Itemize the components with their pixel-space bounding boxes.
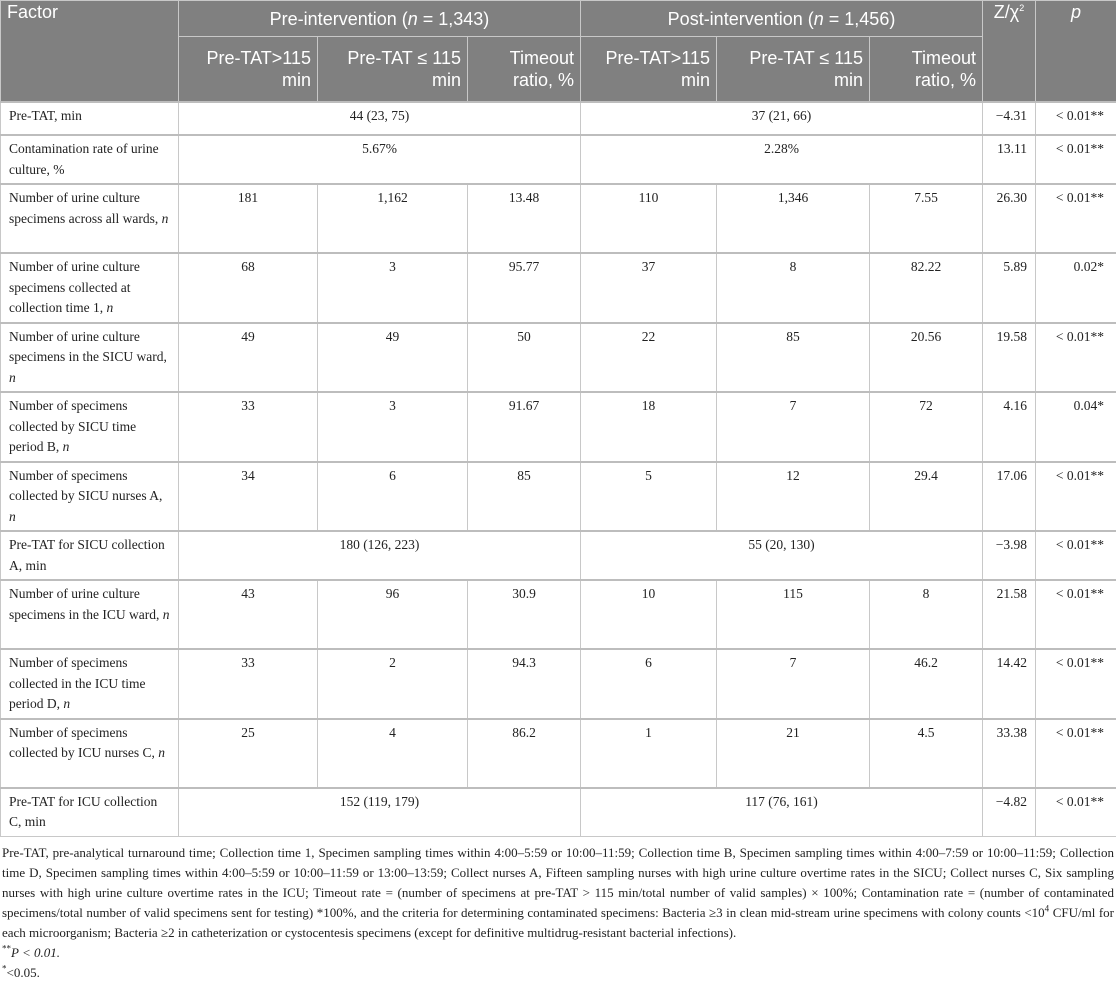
post-ratio-cell: 4.5 [870,719,983,788]
post-under-cell: 1,346 [717,184,870,253]
table-row [1,719,1116,788]
pre-intervention-header: Pre-intervention (n = 1,343) [179,1,581,37]
post-over-cell: 1 [581,719,717,788]
table-row [1,462,1116,532]
p-cell: 0.02* [1036,253,1116,323]
post-over-cell: 5 [581,462,717,532]
factor-cell: Number of specimens collected by ICU nurses C, n [1,719,179,788]
pre-over-cell: 43 [179,580,318,649]
table-row [1,531,1116,580]
post-over-cell: 10 [581,580,717,649]
p-cell: < 0.01** [1036,184,1116,253]
p-cell: < 0.01** [1036,719,1116,788]
table-row [1,253,1116,323]
pre-ratio-cell: 85 [468,462,581,532]
pre-ratio-cell: 91.67 [468,392,581,462]
pre-under-cell: 6 [318,462,468,532]
pre-merged-cell: 180 (126, 223) [179,531,581,580]
post-intervention-header: Post-intervention (n = 1,456) [581,1,983,37]
pre-ratio-cell: 86.2 [468,719,581,788]
table-row [1,788,1116,837]
z-cell: 14.42 [983,649,1036,719]
pre-under-cell: 96 [318,580,468,649]
table-row [1,392,1116,462]
factor-cell: Pre-TAT, min [1,102,179,135]
footnote-significance-1: **P < 0.01. [2,943,1114,963]
post-under-cell: 12 [717,462,870,532]
p-cell: < 0.01** [1036,649,1116,719]
post-under-cell: 115 [717,580,870,649]
post-over-cell: 18 [581,392,717,462]
p-cell: < 0.01** [1036,531,1116,580]
p-cell: < 0.01** [1036,135,1116,184]
factor-cell: Contamination rate of urine culture, % [1,135,179,184]
post-over-cell: 6 [581,649,717,719]
factor-cell: Number of specimens collected by SICU time period B, n [1,392,179,462]
pre-under-cell: 4 [318,719,468,788]
factor-cell: Number of urine culture specimens in the ICU ward, n [1,580,179,649]
pre-ratio-cell: 50 [468,323,581,393]
factor-cell: Number of urine culture specimens collected at collection time 1, n [1,253,179,323]
p-cell: < 0.01** [1036,462,1116,532]
footnote-main: Pre-TAT, pre-analytical turnaround time; Collection time 1, Specimen sampling times within 4:00–5:59 or 10:00–11:59; Collection time B, Specimen sampling times within 4:00–7:59 or 10:00–11:59; Collection time D, Specimen sampling times within 4:00–5:59 or 10:00–11:59 or 13:00–13:59; Collect nurses A, Fifteen sampling nurses with high urine culture overtime rates in the SICU; Collect nurses C, Six sampling nurses with high urine culture overtime rates in the ICU; Timeout rate = (number of specimens at pre-TAT > 115 min/total number of valid samples) × 100%; Contamination rate = (number of contaminated specimens/total number of valid specimens sent for testing) *100%, and the criteria for determining contaminated specimens: Bacteria ≥3 in clean mid-stream urine specimens with colony counts $<10^4$ CFU/ml for each microorganism; Bacteria ≥2 in catheterization or cystocentesis specimens (except for definitive multidrug-resistant bacterial infections). [2,843,1114,943]
post-under-cell: 7 [717,649,870,719]
p-cell: < 0.01** [1036,102,1116,135]
post-ratio-cell: 8 [870,580,983,649]
p-cell: < 0.01** [1036,323,1116,393]
pre-merged-cell: 44 (23, 75) [179,102,581,135]
pre-over-cell: 49 [179,323,318,393]
post-merged-cell: 117 (76, 161) [581,788,983,837]
pre-over-cell: 181 [179,184,318,253]
post-ratio-cell: 82.22 [870,253,983,323]
factor-cell: Number of specimens collected in the ICU time period D, n [1,649,179,719]
pre-over-cell: 34 [179,462,318,532]
pre-merged-cell: 5.67% [179,135,581,184]
z-cell: 26.30 [983,184,1036,253]
factor-cell: Pre-TAT for ICU collection C, min [1,788,179,837]
table-row [1,135,1116,184]
table-row [1,580,1116,649]
post-over-cell: 22 [581,323,717,393]
table-body [1,102,1116,836]
table-row [1,184,1116,253]
pre-under-header: Pre-TAT ≤ 115 min [318,37,468,103]
z-cell: 21.58 [983,580,1036,649]
z-cell: −4.82 [983,788,1036,837]
post-merged-cell: 55 (20, 130) [581,531,983,580]
p-value-header: p [1036,1,1116,103]
table-row [1,323,1116,393]
table-header [1,1,1116,103]
factor-header: Factor [1,1,179,103]
post-ratio-cell: 72 [870,392,983,462]
post-over-header: Pre-TAT>115 min [581,37,717,103]
table-row [1,649,1116,719]
pre-over-cell: 25 [179,719,318,788]
factor-cell: Pre-TAT for SICU collection A, min [1,531,179,580]
pre-over-header: Pre-TAT>115 min [179,37,318,103]
post-over-cell: 37 [581,253,717,323]
pre-over-cell: 33 [179,392,318,462]
z-chi-header: $Z/\chi^2$ [983,1,1036,103]
pre-merged-cell: 152 (119, 179) [179,788,581,837]
pre-under-cell: 2 [318,649,468,719]
pre-under-cell: 3 [318,253,468,323]
post-over-cell: 110 [581,184,717,253]
z-cell: −4.31 [983,102,1036,135]
table-footnotes [0,837,1116,983]
z-cell: 19.58 [983,323,1036,393]
pre-over-cell: 68 [179,253,318,323]
post-ratio-header: Timeout ratio, % [870,37,983,103]
post-under-cell: 21 [717,719,870,788]
pre-under-cell: 3 [318,392,468,462]
post-under-cell: 85 [717,323,870,393]
footnote-significance-2: *<0.05. [2,963,1114,983]
post-merged-cell: 37 (21, 66) [581,102,983,135]
post-ratio-cell: 20.56 [870,323,983,393]
post-under-cell: 7 [717,392,870,462]
factor-cell: Number of urine culture specimens in the SICU ward, n [1,323,179,393]
z-cell: 33.38 [983,719,1036,788]
pre-under-cell: 1,162 [318,184,468,253]
post-under-header: Pre-TAT ≤ 115 min [717,37,870,103]
pre-ratio-cell: 94.3 [468,649,581,719]
post-ratio-cell: 46.2 [870,649,983,719]
z-cell: 5.89 [983,253,1036,323]
p-cell: 0.04* [1036,392,1116,462]
post-merged-cell: 2.28% [581,135,983,184]
z-cell: 17.06 [983,462,1036,532]
factor-cell: Number of specimens collected by SICU nurses A, n [1,462,179,532]
post-under-cell: 8 [717,253,870,323]
pre-ratio-cell: 30.9 [468,580,581,649]
pre-over-cell: 33 [179,649,318,719]
pre-ratio-cell: 13.48 [468,184,581,253]
post-ratio-cell: 29.4 [870,462,983,532]
z-cell: 4.16 [983,392,1036,462]
factor-cell: Number of urine culture specimens across all wards, n [1,184,179,253]
p-cell: < 0.01** [1036,580,1116,649]
p-cell: < 0.01** [1036,788,1116,837]
pre-under-cell: 49 [318,323,468,393]
z-cell: −3.98 [983,531,1036,580]
post-ratio-cell: 7.55 [870,184,983,253]
table-row [1,102,1116,135]
pre-ratio-header: Timeout ratio, % [468,37,581,103]
pre-ratio-cell: 95.77 [468,253,581,323]
z-cell: 13.11 [983,135,1036,184]
